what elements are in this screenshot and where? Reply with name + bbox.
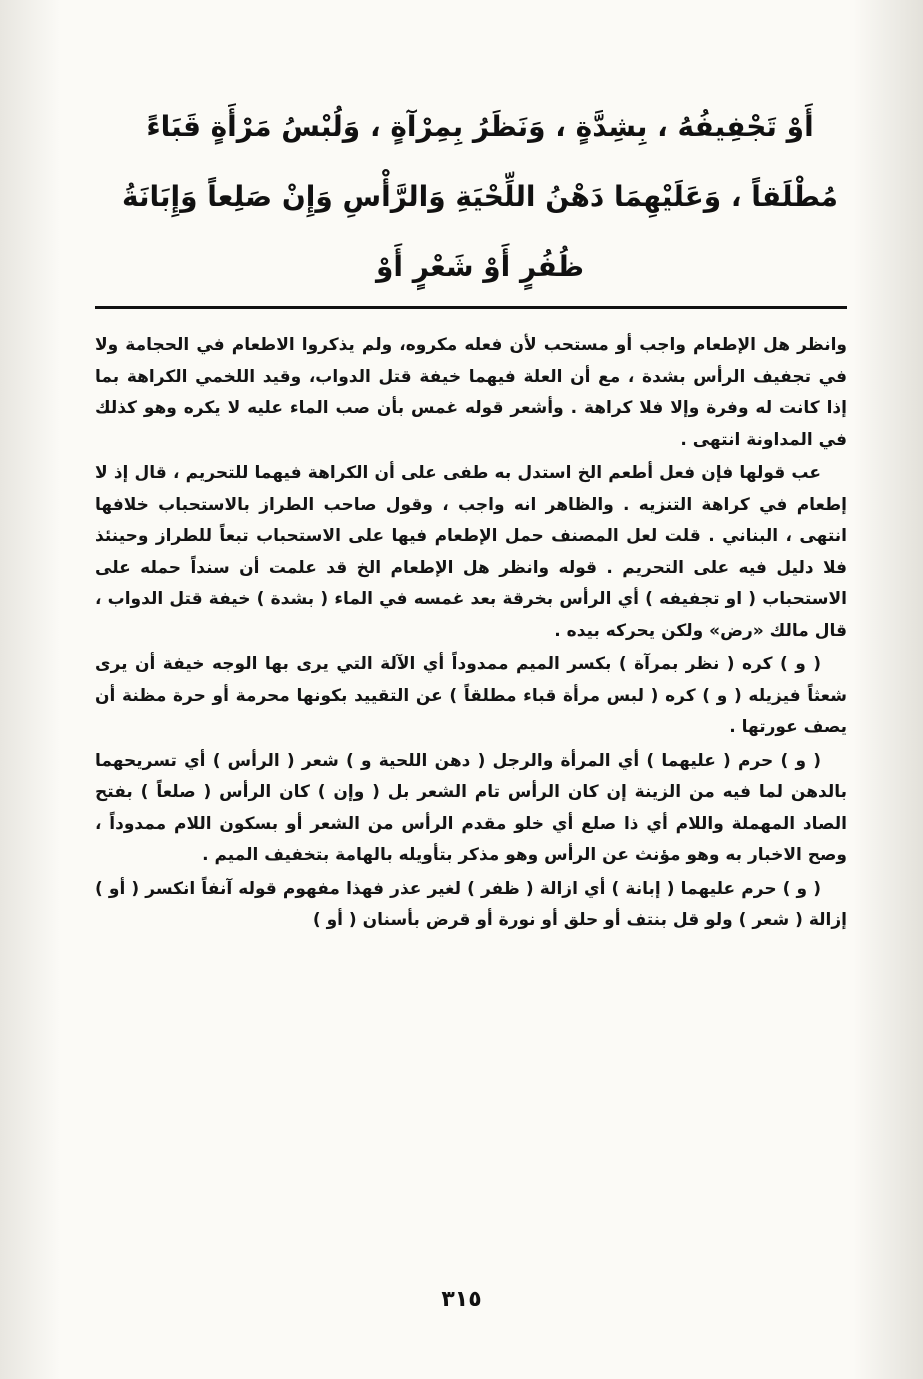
matn-line: ظُفُرٍ أَوْ شَعْرٍ أَوْ [376,250,584,283]
page-number: ٣١٥ [441,1287,482,1312]
separator-rule [95,306,847,309]
commentary-paragraph: ( و ) حرم عليهما ( إبانة ) أي ازالة ( ظفر ) لغير عذر فهذا مفهوم قوله آنفاً انكسر ( أو ) إزالة ( شعر ) ولو قل بنتف أو حلق أو نورة أو قرض بأسنان ( أو ) [95,878,847,930]
commentary-paragraph: ( و ) كره ( نظر بمرآة ) بكسر الميم ممدوداً أي الآلة التي يرى بها الوجه خيفة أن يرى شعثاً فيزيله ( و ) كره ( لبس مرأة قباء مطلقاً ) عن التقييد بكونها محرمة أو حرة مظنة أن يصف عورتها . [95,654,847,737]
commentary-text [95,330,847,939]
scan-shadow-left [0,0,60,1379]
commentary-paragraph: ( و ) حرم ( عليهما ) أي المرأة والرجل ( دهن اللحية و ) شعر ( الرأس ) أي تسريحهما بالدهن لما فيه من الزينة إن كان الرأس تام الشعر بل ( وإن ) كان الرأس ( صلعاً ) بفتح الصاد المهملة واللام أي ذا صلع أي خلو مقدم الرأس من الشعر أو بسكون اللام ممدوداً ، وصح الاخبار به وهو مؤنث عن الرأس وهو مذكر بتأويله بالهامة بتخفيف الميم . [95,750,847,865]
commentary-paragraph: عب قولها فإن فعل أطعم الخ استدل به طفى على أن الكراهة فيهما للتحريم ، قال إذ لا إطعام في كراهة التنزيه . والظاهر انه واجب ، وقول صاحب الطراز بالاستحباب خلافها انتهى ، البناني . قلت لعل المصنف حمل الإطعام فيها على الاستحباب تبعاً للطراز وحينئذ فلا دليل فيه على التحريم . قوله وانظر هل الإطعام الخ قد علمت أن سنداً حمله على الاستحباب ( او تجفيفه ) أي الرأس بخرقة بعد غمسه في الماء ( بشدة ) خيفة قتل الدواب ، قال مالك «رض» ولكن يحركه بيده . [95,463,847,641]
matn-text [100,92,860,302]
matn-line: أَوْ تَجْفِيفُهُ ، بِشِدَّةٍ ، وَنَظَرُ بِمِرْآةٍ ، وَلُبْسُ مَرْأَةٍ قَبَاءً [146,110,814,143]
commentary-paragraph: وانظر هل الإطعام واجب أو مستحب لأن فعله مكروه، ولم يذكروا الاطعام في الحجامة ولا في تجفيف الرأس بشدة ، مع أن العلة فيهما خيفة قتل الدواب، وقيد اللخمي الكراهة بما إذا كانت له وفرة وإلا فلا كراهة . وأشعر قوله غمس بأن صب الماء عليه لا يكره وهو كذلك في المداونة انتهى . [95,335,847,450]
matn-line: مُطْلَقاً ، وَعَلَيْهِمَا دَهْنُ اللِّحْيَةِ وَالرَّأْسِ وَإِنْ صَلِعاً وَإِبَانَةُ [122,180,838,213]
scan-shadow-right [853,0,923,1379]
